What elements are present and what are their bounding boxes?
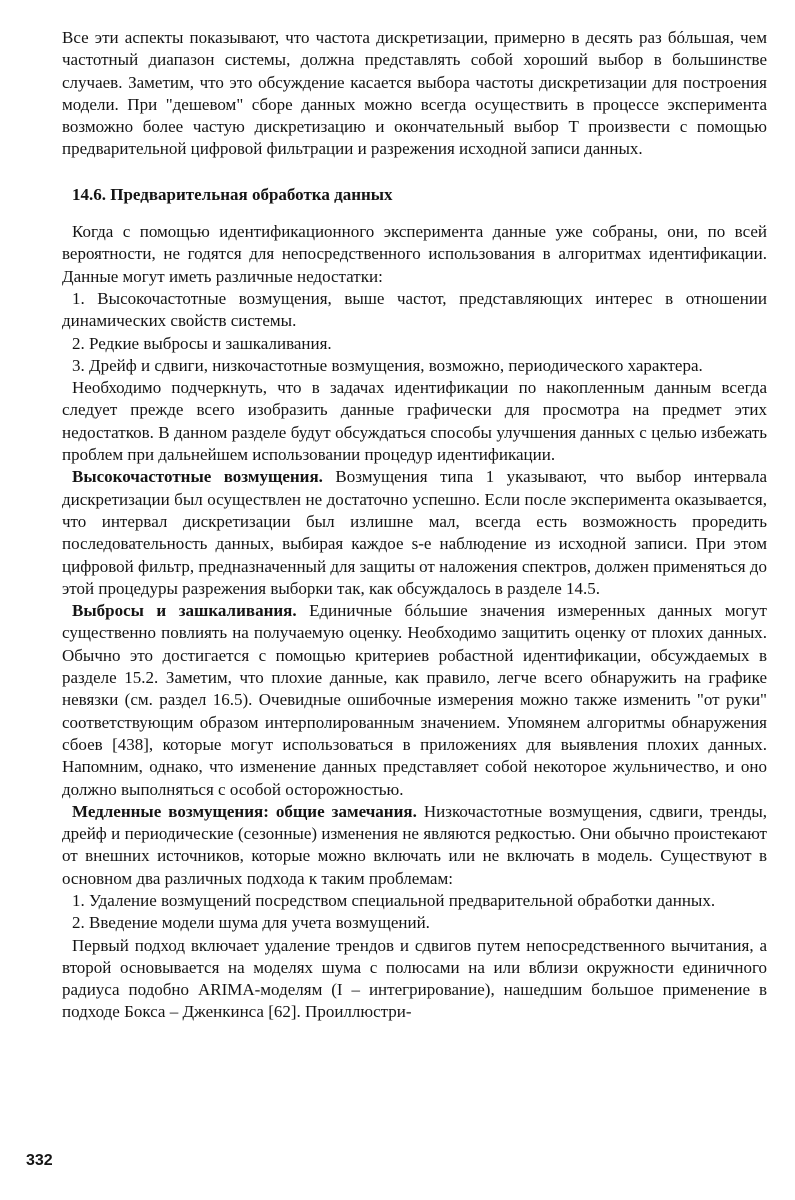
page-number: 332 <box>26 1152 53 1169</box>
section-intro: Когда с помощью идентификационного эксперимента данные уже собраны, они, по всей вероятности, не годятся для непосредственного использования в алгоритмах идентификации. Данные могут иметь различные недостатки: <box>62 222 767 286</box>
high-frequency-text: Возмущения типа 1 указывают, что выбор интервала дискретизации был осуществлен не достаточно успешно. Если после эксперимента оказывается, что интервал дискретизации был излишне мал, всегда есть возможность проредить последовательность данных, выбирая каждое s-е наблюдение из исходной записи. При этом цифровой фильтр, предназначенный для защиты от наложения спектров, должен применяться до этой процедуры разрежения выборки так, как обсуждалось в разделе 14.5. <box>62 467 767 598</box>
section-heading: 14.6. Предварительная обработка данных <box>72 184 393 204</box>
high-frequency-lead: Высокочастотные возмущения. <box>72 467 323 487</box>
closing-paragraph: Первый подход включает удаление трендов и сдвигов путем непосредственного вычитания, а второй основывается на моделях шума с полюсами на или вблизи окружности единичного радиуса подобно ARIMA-моделям (I – интегрирование), нашедшим большое применение в подходе Бокса – Дженкинса [62]. Проиллюстри- <box>62 935 767 1022</box>
defect-item-3: 3. Дрейф и сдвиги, низкочастотные возмущения, возможно, периодического характера. <box>72 355 703 375</box>
defect-item-1: 1. Высокочастотные возмущения, выше частот, представляющих интерес в отношении динамических свойств системы. <box>62 288 767 331</box>
approach-item-1: 1. Удаление возмущений посредством специальной предварительной обработки данных. <box>72 890 716 910</box>
slow-disturbances-lead: Медленные возмущения: общие замечания. <box>72 801 417 821</box>
emphasis-paragraph: Необходимо подчеркнуть, что в задачах идентификации по накопленным данным всегда следует прежде всего изобразить данные графически для просмотра на предмет этих недостатков. В данном разделе будут обсуждаться способы улучшения данных с целью избежать проблем при дальнейшем использовании процедур идентификации. <box>62 378 767 465</box>
text-column <box>62 27 767 1024</box>
outliers-paragraph <box>62 600 767 801</box>
slow-disturbances-paragraph <box>62 801 767 890</box>
high-frequency-paragraph <box>62 466 767 600</box>
outliers-text: Единичные бóльшие значения измеренных данных могут существенно повлиять на получаемую оценку. Необходимо защитить оценку от плохих данных. Обычно это достигается с помощью критериев робастной идентификации, обсуждаемых в разделе 15.2. Заметим, что плохие данные, как правило, легче всего обнаружить на графике невязки (см. раздел 16.5). Очевидные ошибочные измерения можно также изменить "от руки" соответствующим образом интерполированным значением. Упомянем алгоритмы обнаружения сбоев [438], которые могут использоваться в приложениях для выявления плохих данных. Напомним, однако, что изменение данных представляет собой некоторое жульничество, и оно должно выполняться с особой осторожностью. <box>62 601 767 799</box>
slow-disturbances-text: Низкочастотные возмущения, сдвиги, тренды, дрейф и периодические (сезонные) изменения не являются редкостью. Они обычно проистекают от внешних источников, которые можно включать или не включать в модель. Существуют в основном два различных подхода к таким проблемам: <box>62 801 767 888</box>
outliers-lead: Выбросы и зашкаливания. <box>72 601 297 621</box>
approach-item-2: 2. Введение модели шума для учета возмущений. <box>72 913 430 933</box>
defect-item-2: 2. Редкие выбросы и зашкаливания. <box>72 333 332 353</box>
intro-paragraph: Все эти аспекты показывают, что частота дискретизации, примерно в десять раз бóльшая, чем частотный диапазон системы, должна представлять собой хороший выбор в большинстве случаев. Заметим, что это обсуждение касается выбора частоты дискретизации для построения модели. При "дешевом" сборе данных можно всегда осуществить в процессе эксперимента возможно более частую дискретизацию и окончательный выбор T произвести с помощью предварительной цифровой фильтрации и разрежения исходной записи данных. <box>62 28 767 159</box>
